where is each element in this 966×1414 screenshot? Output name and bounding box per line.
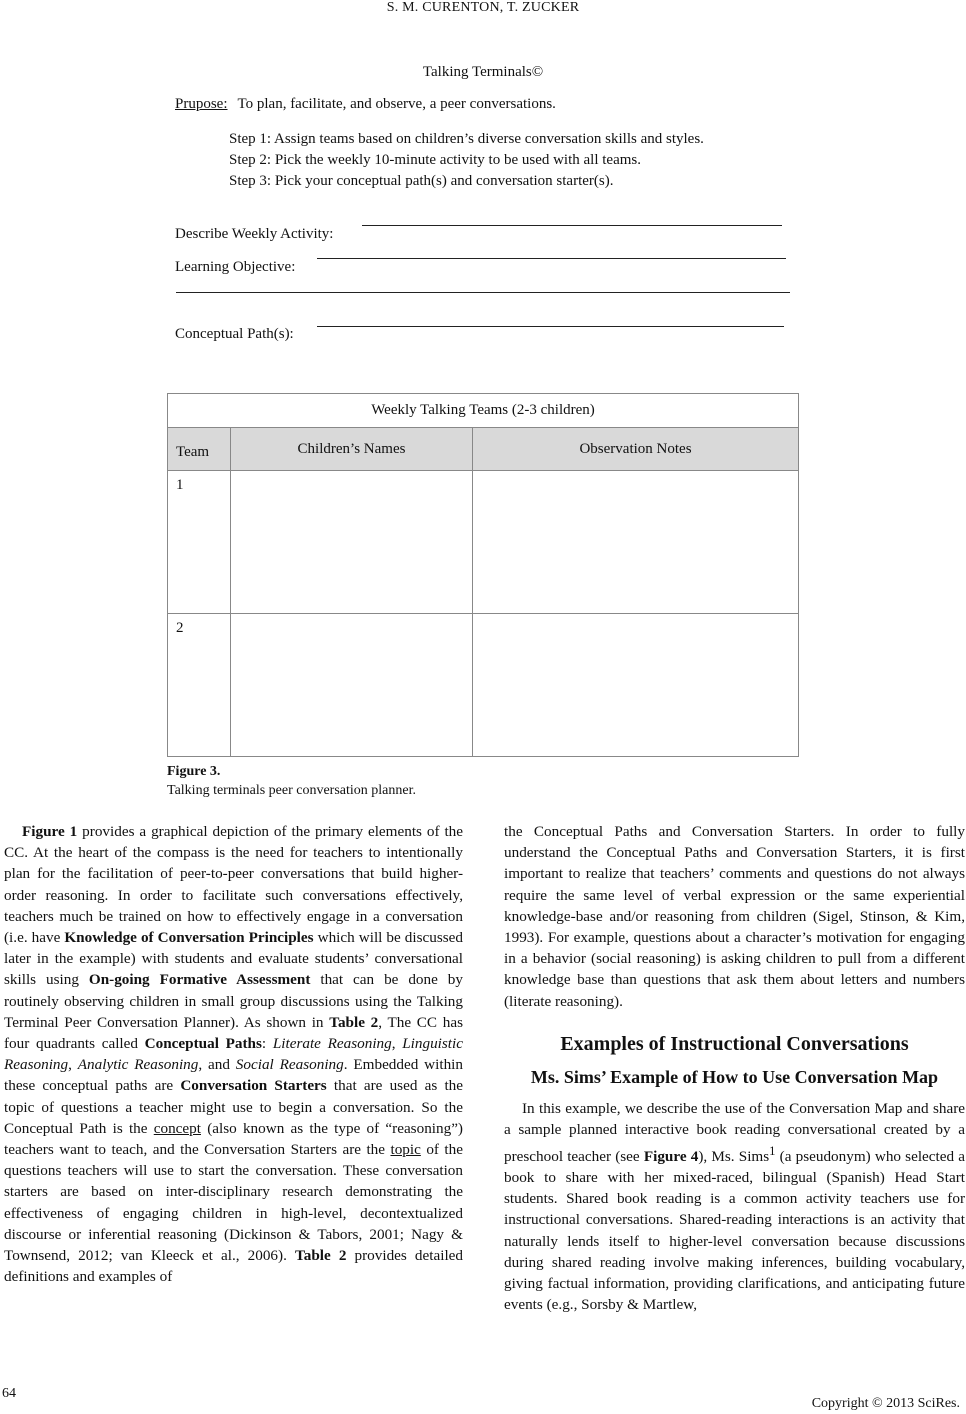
- learning-objective-label: Learning Objective:: [175, 259, 296, 275]
- header-notes: Observation Notes: [473, 428, 799, 471]
- header-team: Team: [168, 428, 231, 471]
- table-row: [168, 614, 799, 757]
- step-1: Step 1: Assign teams based on children’s diverse conversation skills and styles.: [229, 131, 704, 147]
- right-column: [504, 821, 965, 1315]
- weekly-activity-field: [362, 225, 782, 226]
- purpose-label: Prupose:: [175, 96, 228, 112]
- blank-line: [176, 292, 790, 293]
- table-row: [168, 471, 799, 614]
- purpose-text: To plan, facilitate, and observe, a peer conversations.: [237, 96, 556, 112]
- step-3: Step 3: Pick your conceptual path(s) and conversation starter(s).: [229, 173, 614, 189]
- purpose-line: [175, 96, 556, 113]
- steps-list: [229, 129, 704, 192]
- figure-caption-text: Talking terminals peer conversation planner.: [167, 783, 416, 798]
- page-number: 64: [2, 1386, 16, 1401]
- notes-cell: [473, 614, 799, 757]
- running-header: S. M. CURENTON, T. ZUCKER: [386, 0, 580, 15]
- notes-cell: [473, 471, 799, 614]
- figure-title: Talking Terminals©: [422, 64, 544, 80]
- team-number: 1: [168, 471, 231, 614]
- team-number: 2: [168, 614, 231, 757]
- talking-teams-table: [167, 393, 799, 757]
- subsection-heading: Ms. Sims’ Example of How to Use Conversation Map: [530, 1067, 939, 1088]
- paragraph: the Conceptual Paths and Conversation Starters. In order to fully understand the Conceptual Paths and Conversation Starters, it is first important to realize that teachers’ comments and questions do not always require the same level of verbal expression or the same experiential knowledge-base and/or reasoning from children (Sigel, Stinson, & Kim, 1993). For example, questions about a character’s motivation for engaging in a behavior (social reasoning) is asking children to pull from a different knowledge base than questions that ask them about letters and numbers (literate reasoning).: [504, 823, 965, 1010]
- section-heading: Examples of Instructional Conversations: [560, 1032, 909, 1055]
- conceptual-paths-field: [317, 326, 784, 327]
- paragraph: Figure 1 provides a graphical depiction of the primary elements of the CC. At the heart of the compass is the need for teachers to intentionally plan for the facilitation of peer-to-peer conversations that build higher-order reasoning. In order to facilitate such conversations effectively, teachers much be trained on how to effectively engage in a conversation (i.e. have Knowledge of Conversation Principles which will be discussed later in the example) with students and evaluate students’ conversational skills using On-going Formative Assessment that can be done by routinely observing children in small group discussions using the Talking Terminal Peer Conversation Planner). As shown in Table 2, The CC has four quadrants called Conceptual Paths: Literate Reasoning, Linguistic Reasoning, Analytic Reasoning, and Social Reasoning. Embedded within these conceptual paths are Conversation Starters that are used as the topic of questions a teacher might use to begin a conversation. So the Conceptual Path is the concept (also known as the type of “reasoning”) teachers want to teach, and the Conversation Starters are the topic of the questions teachers will use to start the conversation. These conversation starters are based on inter-disciplinary research demonstrating the effectiveness of engaging children in high-level, decontextualized discourse or inferential reasoning (Dickinson & Tabors, 2001; Nagy & Townsend, 2012; van Kleeck et al., 2006). Table 2 provides detailed definitions and examples of: [4, 823, 463, 1286]
- footnote-marker: 1: [769, 1143, 776, 1158]
- left-column: [4, 821, 463, 1287]
- paragraph: In this example, we describe the use of the Conversation Map and share a sample planned interactive book reading conversational created by a preschool teacher (see Figure 4), Ms. Sims$^1$ (a pseudonym) who selected a book to share with her mixed-raced, bilingual (Spanish) Head Start students. Shared book reading is a common activity teachers use for instructional conversations. Shared-reading interactions is an activity that naturally lends itself to higher-level conversation because discussions during shared reading involve making inferences, building vocabulary, giving factual information, providing clarifications, and anticipating future events (e.g., Sorsby & Martlew,: [504, 1100, 965, 1314]
- names-cell: [231, 471, 473, 614]
- weekly-activity-label: Describe Weekly Activity:: [175, 226, 334, 242]
- names-cell: [231, 614, 473, 757]
- step-2: Step 2: Pick the weekly 10-minute activity to be used with all teams.: [229, 152, 642, 168]
- copyright: Copyright © 2013 SciRes.: [811, 1396, 960, 1411]
- header-names: Children’s Names: [231, 428, 473, 471]
- learning-objective-field: [317, 258, 786, 259]
- conceptual-paths-label: Conceptual Path(s):: [175, 326, 294, 342]
- table-title: Weekly Talking Teams (2-3 children): [168, 394, 799, 428]
- figure-caption-label: Figure 3.: [167, 764, 221, 779]
